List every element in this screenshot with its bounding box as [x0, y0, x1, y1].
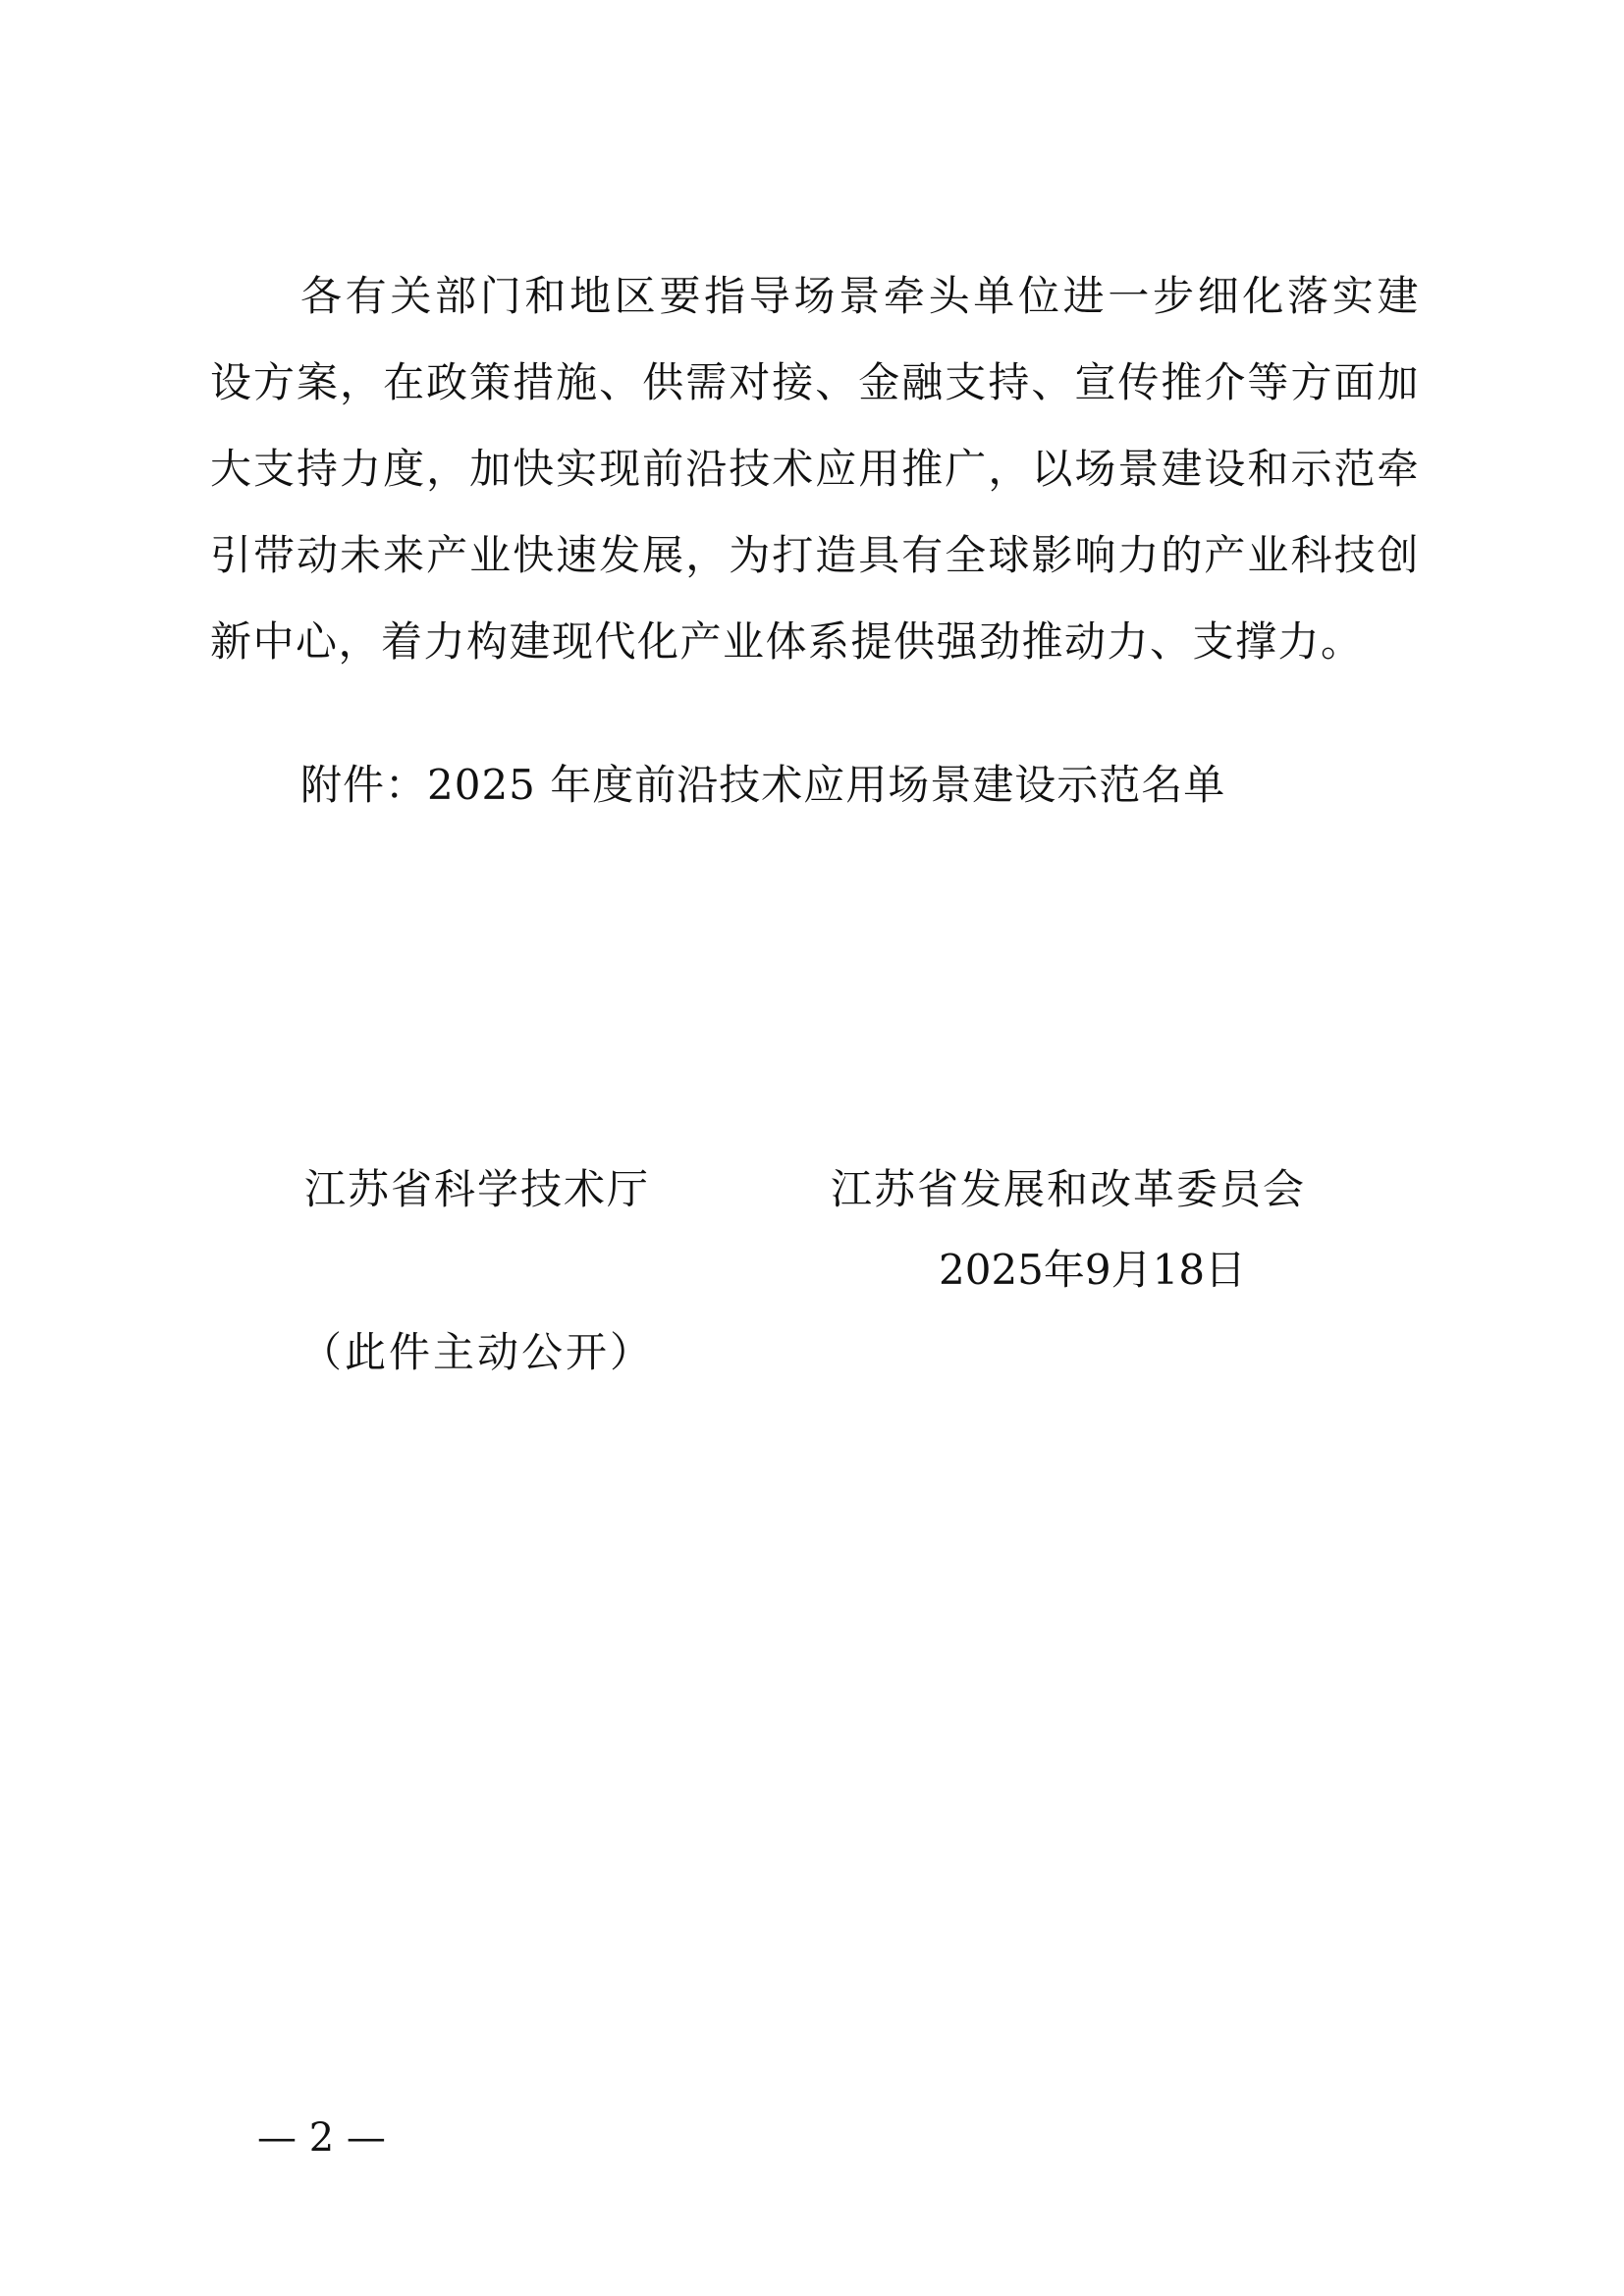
paragraph-line: 各有关部门和地区要指导场景牵头单位进一步细化落实建 — [300, 272, 1420, 320]
attachment-note: 附件：2025 年度前沿技术应用场景建设示范名单 — [300, 761, 1226, 809]
page-number: — 2 — — [257, 2115, 386, 2161]
paragraph-line: 设方案，在政策措施、供需对接、金融支持、宣传推介等方面加 — [210, 358, 1420, 406]
paragraph-line: 大支持力度，加快实现前沿技术应用推广，以场景建设和示范牵 — [210, 445, 1420, 493]
issuer-right: 江苏省发展和改革委员会 — [831, 1165, 1307, 1213]
paragraph-line: 新中心，着力构建现代化产业体系提供强劲推动力、支撑力。 — [210, 617, 1364, 666]
paragraph-line: 引带动未来产业快速发展，为打造具有全球影响力的产业科技创 — [210, 531, 1420, 579]
body-paragraph — [210, 253, 1420, 685]
issuer-left: 江苏省科学技术厅 — [304, 1165, 651, 1213]
disclosure-note: （此件主动公开） — [300, 1328, 655, 1376]
issue-date: 2025年9月18日 — [939, 1246, 1247, 1294]
